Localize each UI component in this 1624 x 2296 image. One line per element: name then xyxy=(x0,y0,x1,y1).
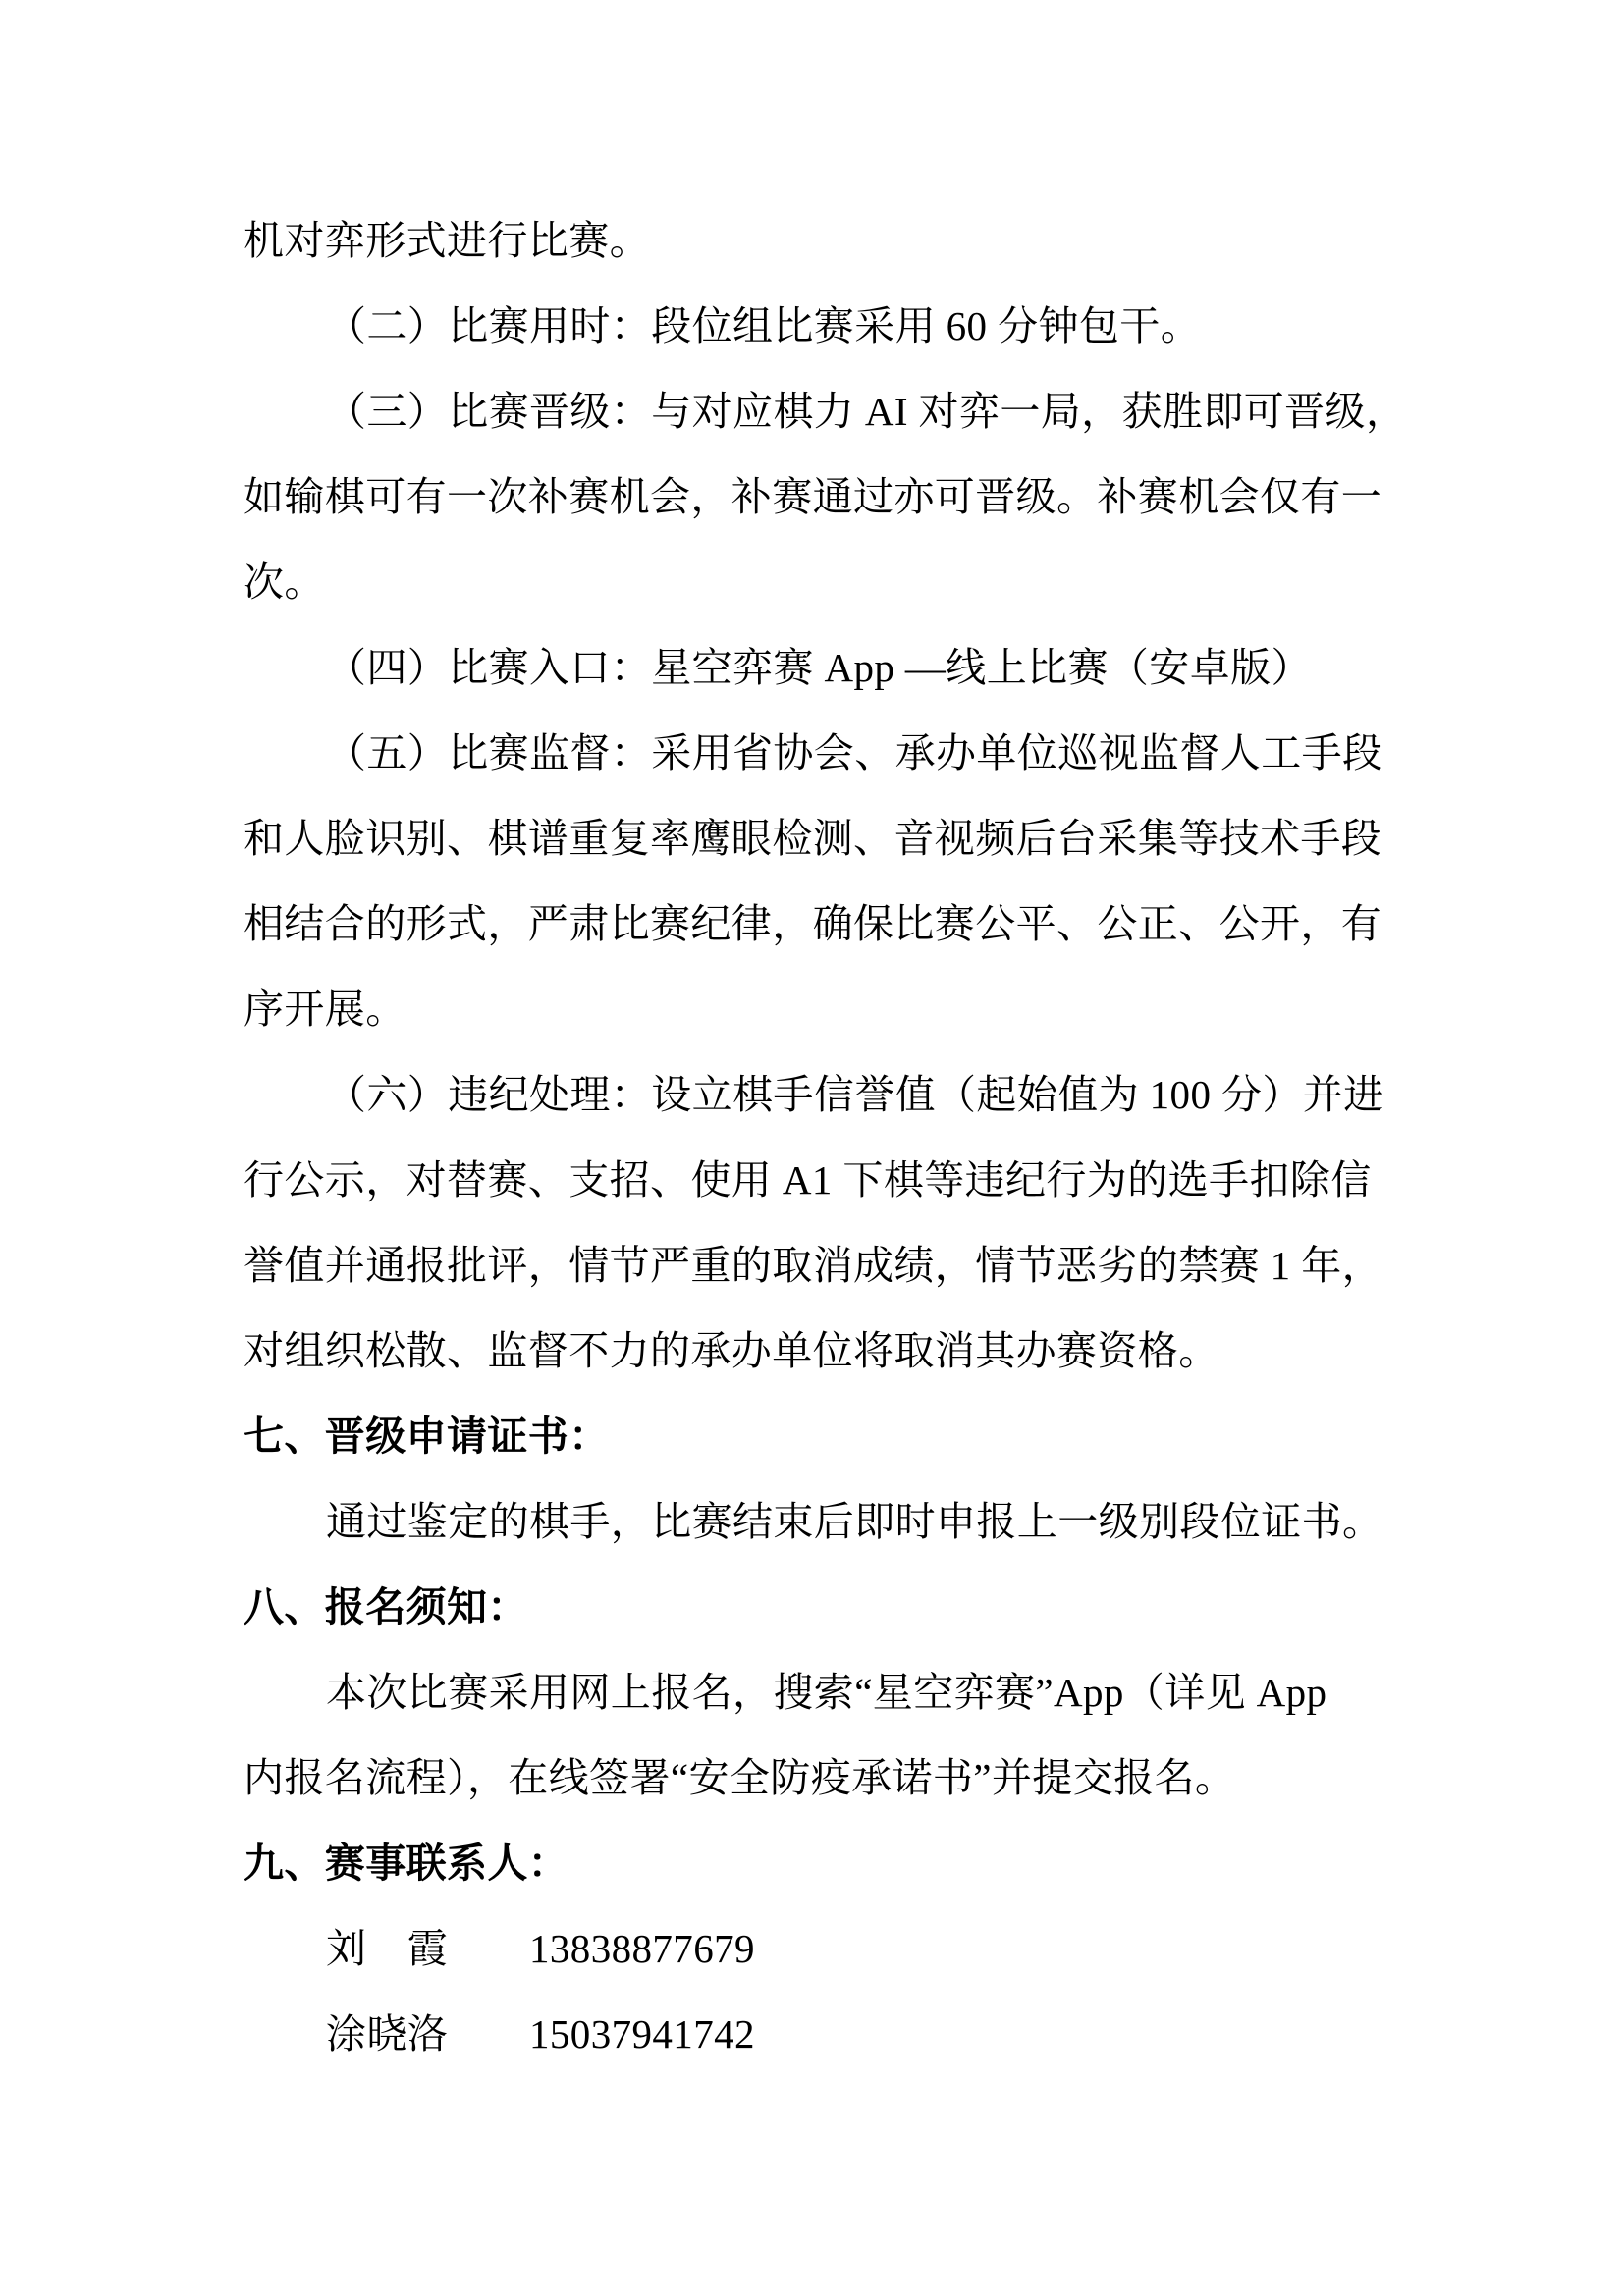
body-line: 内报名流程），在线签署“安全防疫承诺书”并提交报名。 xyxy=(244,1755,1236,1800)
body-line: 本次比赛采用网上报名，搜索“星空弈赛”App（详见 App xyxy=(326,1670,1327,1715)
body-line: （二）比赛用时：段位组比赛采用 60 分钟包干。 xyxy=(326,303,1202,348)
body-line: 序开展。 xyxy=(244,987,406,1032)
contact-line: 涂晓洛 15037941742 xyxy=(326,2011,755,2056)
document-body xyxy=(244,198,1407,2077)
section-heading: 七、晋级申请证书： xyxy=(244,1414,610,1459)
section-heading: 九、赛事联系人： xyxy=(244,1841,569,1886)
body-line: 次。 xyxy=(244,560,325,605)
body-line: 相结合的形式，严肃比赛纪律，确保比赛公平、公正、公开，有 xyxy=(244,901,1382,946)
body-line: 誉值并通报批评，情节严重的取消成绩，情节恶劣的禁赛 1 年， xyxy=(244,1243,1382,1288)
body-line: 和人脸识别、棋谱重复率鹰眼检测、音视频后台采集等技术手段 xyxy=(244,816,1382,861)
body-line: （五）比赛监督：采用省协会、承办单位巡视监督人工手段 xyxy=(326,730,1383,775)
body-line: （六）违纪处理：设立棋手信誉值（起始值为 100 分）并进 xyxy=(326,1072,1384,1117)
body-line: 行公示，对替赛、支招、使用 A1 下棋等违纪行为的选手扣除信 xyxy=(244,1157,1372,1202)
body-line: （四）比赛入口：星空弈赛 App —线上比赛（安卓版） xyxy=(326,645,1312,690)
body-line: （三）比赛晋级：与对应棋力 AI 对弈一局，获胜即可晋级， xyxy=(326,389,1407,434)
body-line: 如输棋可有一次补赛机会，补赛通过亦可晋级。补赛机会仅有一 xyxy=(244,474,1382,519)
body-line: 通过鉴定的棋手，比赛结束后即时申报上一级别段位证书。 xyxy=(326,1499,1383,1544)
body-line: 对组织松散、监督不力的承办单位将取消其办赛资格。 xyxy=(244,1328,1219,1373)
body-line: 机对弈形式进行比赛。 xyxy=(244,218,650,263)
contact-line: 刘 霞 13838877679 xyxy=(326,1926,755,1971)
section-heading: 八、报名须知： xyxy=(244,1584,528,1629)
